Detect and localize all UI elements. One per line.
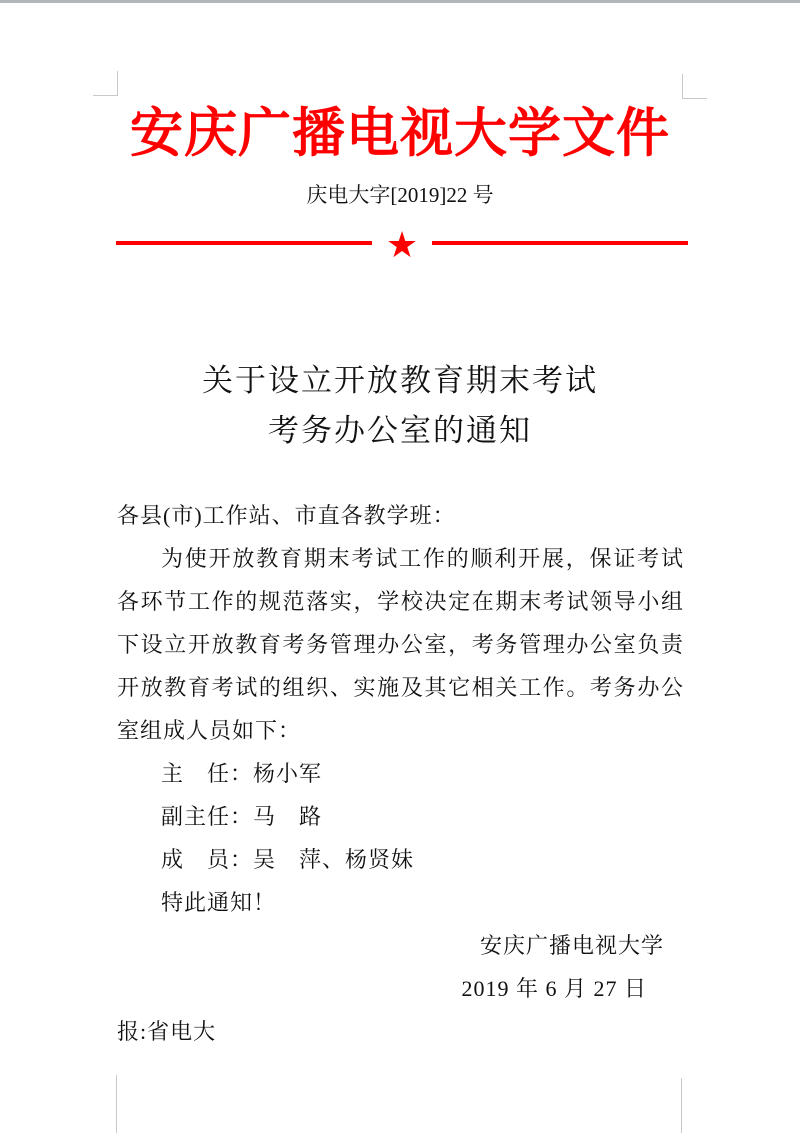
letterhead-org-title: 安庆广播电视大学文件 <box>130 104 670 163</box>
body-paragraph: 为使开放教育期末考试工作的顺利开展，保证考试各环节工作的规范落实，学校决定在期末考试领导小组下设立开放教育考务管理办公室，考务管理办公室负责开放教育考试的组织、实施及其它相关工作。考务办公室组成人员如下： <box>117 546 684 743</box>
document-body <box>117 494 684 1053</box>
crop-mark-top-right-icon <box>682 74 707 99</box>
member-line-members: 成 员：吴 萍、杨贤妹 <box>161 847 415 872</box>
crop-mark-bottom-left-icon <box>116 1075 118 1133</box>
document-number: 庆电大字[2019]22 号 <box>306 183 494 207</box>
member-line-director: 主 任：杨小军 <box>161 761 323 786</box>
member-line-deputy-director: 副主任：马 路 <box>161 804 323 829</box>
salutation-line: 各县(市)工作站、市直各教学班： <box>117 503 456 528</box>
document-title-line2: 考务办公室的通知 <box>268 413 532 448</box>
document-title-line1: 关于设立开放教育期末考试 <box>202 363 598 398</box>
crop-mark-top-left-icon <box>93 71 118 96</box>
red-rule-left <box>116 241 372 245</box>
signature-org: 安庆广播电视大学 <box>479 933 664 958</box>
letterhead-divider <box>116 224 688 265</box>
document-title <box>0 356 800 456</box>
star-icon: ★ <box>385 225 419 265</box>
report-to-line: 报:省电大 <box>117 1019 217 1044</box>
crop-mark-bottom-right-icon <box>681 1078 683 1133</box>
closing-line: 特此通知！ <box>161 890 277 915</box>
red-rule-right <box>432 241 688 245</box>
window-top-border <box>0 0 800 3</box>
signature-date: 2019 年 6 月 27 日 <box>461 976 647 1001</box>
